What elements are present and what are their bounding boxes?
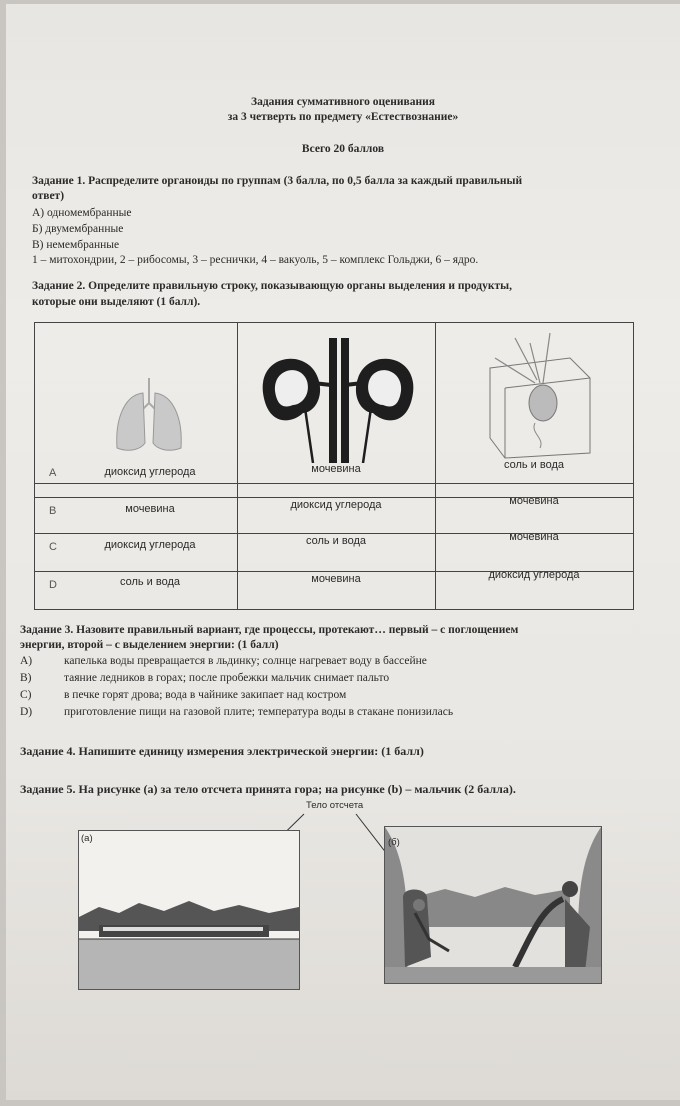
row-letter-b: В (49, 505, 57, 517)
task1-title: Задание 1. Распределите органоиды по группам (3 балла, по 0,5 балла за каждый правильный (32, 175, 523, 187)
row-c-col2: соль и вода (305, 535, 367, 547)
row-b-col3: мочевина (509, 495, 559, 507)
picture-a-train (78, 830, 300, 990)
task1-option-a: А) одномембранные (32, 207, 132, 219)
task3-title-cont: энергии, второй – с выделением энергии: (1 балл) (20, 639, 279, 651)
row-c-col3: мочевина (509, 531, 559, 543)
row-b-col2: диоксид углерода (290, 499, 382, 511)
task3-option-c: С) в печке горят дрова; вода в чайнике закипает над костром (20, 689, 347, 701)
row-letter-d: D (49, 579, 57, 591)
lungs-icon (105, 373, 195, 458)
page-subtitle: за 3 четверть по предмету «Естествознание» (227, 111, 459, 123)
row-d-col3: диоксид углерода (488, 569, 580, 581)
task2-title: Задание 2. Определите правильную строку, показывающую органы выделения и продукты, (32, 280, 512, 292)
worksheet-page (6, 4, 680, 1100)
task3-option-d: D) приготовление пищи на газовой плите; температура воды в стакане понизилась (20, 706, 454, 718)
task1-organoid-list: 1 – митохондрии, 2 – рибосомы, 3 – реснички, 4 – вакуоль, 5 – комплекс Гольджи, 6 – ядро. (32, 254, 479, 266)
total-points: Всего 20 баллов (301, 143, 385, 155)
page-title: Задания суммативного оценивания (251, 96, 435, 108)
task1-title-cont: ответ) (32, 190, 65, 202)
task3-option-b: В) таяние ледников в горах; после пробежки мальчик снимает пальто (20, 672, 390, 684)
row-a-col1: диоксид углерода (104, 466, 196, 478)
row-d-col1: соль и вода (119, 576, 181, 588)
kidneys-icon (253, 333, 423, 463)
excretion-table (34, 322, 634, 610)
task3-title: Задание 3. Назовите правильный вариант, где процессы, протекают… первый – с поглощением (20, 624, 519, 636)
task3-option-a: А) капелька воды превращается в льдинку; солнце нагревает воду в бассейне (20, 655, 427, 667)
train-carriage-scene-icon (385, 827, 601, 983)
task1-option-c: В) немембранные (32, 239, 120, 251)
task4-title: Задание 4. Напишите единицу измерения электрической энергии: (1 балл) (20, 744, 424, 758)
task1-option-b: Б) двумембранные (32, 223, 124, 235)
task5-title: Задание 5. На рисунке (а) за тело отсчета принята гора; на рисунке (b) – мальчик (2 балла). (20, 782, 516, 796)
row-letter-c: С (49, 541, 57, 553)
picture-b-carriage (384, 826, 602, 984)
picture-a-label: (а) (81, 833, 93, 844)
row-b-col1: мочевина (125, 503, 175, 515)
picture-b-label: (б) (388, 837, 400, 848)
row-c-col1: диоксид углерода (104, 539, 196, 551)
row-letter-a: А (49, 467, 57, 479)
skin-section-icon (475, 328, 605, 468)
reference-body-callout: Тело отсчета (306, 800, 364, 811)
row-a-col3: соль и вода (503, 459, 565, 471)
row-d-col2: мочевина (311, 573, 361, 585)
train-mountain-scene-icon (79, 831, 299, 989)
task2-title-cont: которые они выделяют (1 балл). (32, 296, 201, 308)
row-a-col2: мочевина (311, 463, 361, 475)
